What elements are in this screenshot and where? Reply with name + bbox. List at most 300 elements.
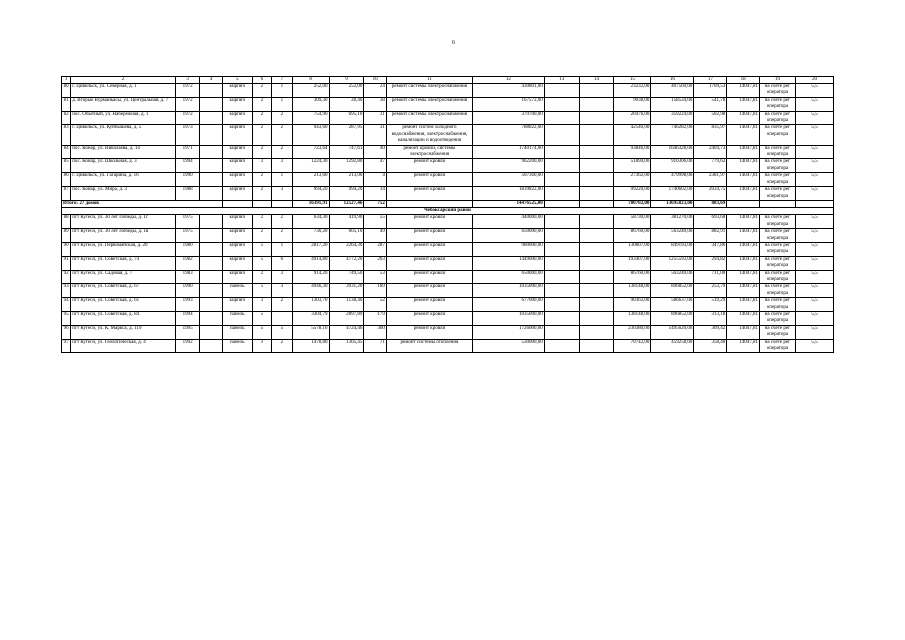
- address: г. Цивильск, ул. Северная, д. 1: [71, 84, 176, 98]
- work-type: ремонт кровли: [386, 242, 472, 256]
- funding-method: на счете рег оператора: [760, 298, 796, 312]
- year-built: 1988: [175, 187, 200, 201]
- row-number: 96: [62, 325, 71, 339]
- col20-value: 5,5: [795, 215, 833, 229]
- col16-value: 459258,00: [651, 339, 694, 353]
- living-area: 2264,30: [329, 242, 364, 256]
- floors: 2: [252, 145, 271, 159]
- col15-value: 193407,00: [614, 256, 651, 270]
- total-area: 634,30: [292, 215, 329, 229]
- work-type: ремонт кровли: [386, 325, 472, 339]
- col15-value: 20476,00: [614, 111, 651, 125]
- residents: 47: [364, 159, 387, 173]
- col20-value: 5,5: [795, 159, 833, 173]
- column-number: 14: [579, 77, 614, 84]
- col15-value: 42540,00: [614, 125, 651, 145]
- table-row: [62, 256, 834, 270]
- blank-col14: [579, 111, 614, 125]
- row-number: 92: [62, 270, 71, 284]
- wall-material: кирпич: [222, 97, 252, 111]
- blank-col13: [544, 159, 579, 173]
- living-area: 1305,45: [329, 339, 364, 353]
- col17-value: 294,82: [694, 256, 727, 270]
- total-cost: 788822,00: [473, 125, 545, 145]
- floors: 2: [252, 97, 271, 111]
- blank-col13: [544, 270, 579, 284]
- col17-value: 347,86: [694, 242, 727, 256]
- column-number: 6: [252, 77, 271, 84]
- work-type: ремонт системы электроснабжения: [386, 111, 472, 125]
- total-area: 914,20: [292, 270, 329, 284]
- entrances: 1: [272, 173, 293, 187]
- work-type: ремонт кровли: [386, 270, 472, 284]
- wall-material: кирпич: [222, 229, 252, 243]
- floors: 5: [252, 256, 271, 270]
- total-area-2: 12527,46: [329, 200, 364, 207]
- blank-col13: [544, 229, 579, 243]
- floors: 3: [252, 298, 271, 312]
- address: пгт Кугеси, ул. Советская, д. 74: [71, 256, 176, 270]
- total-area: 754,90: [292, 111, 329, 125]
- col17-value: 2381,97: [694, 173, 727, 187]
- year-built: 1995: [175, 325, 200, 339]
- row-number: 83: [62, 125, 71, 145]
- blank-col13: [544, 173, 579, 187]
- col20-value: 5,5: [795, 125, 833, 145]
- col18-value: 14047,81: [727, 242, 760, 256]
- total-cost: 430801,00: [473, 84, 545, 98]
- living-area: 419,90: [329, 215, 364, 229]
- blank-col4: [200, 325, 223, 339]
- wall-material: кирпич: [222, 270, 252, 284]
- blank-col14: [579, 339, 614, 353]
- col20-value: 5,5: [795, 298, 833, 312]
- col17-value: 693,68: [694, 215, 727, 229]
- funding-method: на счете рег оператора: [760, 312, 796, 326]
- wall-material: кирпич: [222, 111, 252, 125]
- table-row: [62, 270, 834, 284]
- col16-value: 407569,00: [651, 84, 694, 98]
- row-number: 88: [62, 215, 71, 229]
- address: пгт Кугеси, ул. 30 лет Победы, д. 1г: [71, 215, 176, 229]
- table-row: [62, 97, 834, 111]
- residents: 189: [364, 284, 387, 298]
- column-number: 9: [329, 77, 364, 84]
- col15-value: 138148,00: [614, 312, 651, 326]
- col18-value: 14047,81: [727, 256, 760, 270]
- year-built: 1980: [175, 242, 200, 256]
- entrances: 3: [272, 159, 293, 173]
- row-number: 95: [62, 312, 71, 326]
- total-cost: 379700,00: [473, 111, 545, 125]
- address: пгт Кугеси, ул. Советская, д. 67: [71, 284, 176, 298]
- residents: 40: [364, 145, 387, 159]
- col16-value: 1646328,00: [651, 145, 694, 159]
- residents: 34: [364, 187, 387, 201]
- col20-value: 5,5: [795, 111, 833, 125]
- entrances: 2: [272, 298, 293, 312]
- living-area: 2897,89: [329, 312, 364, 326]
- col20-value: 5,5: [795, 284, 833, 298]
- funding-method: на счете рег оператора: [760, 339, 796, 353]
- col16-value: 563240,00: [651, 229, 694, 243]
- living-area: 747,61: [329, 145, 364, 159]
- col18-value: 14047,81: [727, 298, 760, 312]
- col17-value: 2404,73: [694, 145, 727, 159]
- work-type: ремонт кровли: [386, 312, 472, 326]
- col15-value: 130807,00: [614, 242, 651, 256]
- col20-value: 5,5: [795, 97, 833, 111]
- col16-value: 563240,00: [651, 270, 694, 284]
- floors: 2: [252, 215, 271, 229]
- total-area: 736,20: [292, 229, 329, 243]
- work-type: ремонт кровли: [386, 256, 472, 270]
- blank-col14: [579, 242, 614, 256]
- entrances: 2: [272, 229, 293, 243]
- column-number: 13: [544, 77, 579, 84]
- col18-value: 14047,81: [727, 159, 760, 173]
- living-area: 1292,80: [329, 159, 364, 173]
- total-col15: 780702,00: [614, 200, 651, 207]
- total-cost: 14476525,00: [473, 200, 545, 207]
- col18-value: 14047,81: [727, 229, 760, 243]
- address: пгт Кугеси, ул. К. Маркса, д. 119: [71, 325, 176, 339]
- address: пос. Конар, ул. Мира, д. 3: [71, 187, 176, 201]
- blank-col14: [579, 229, 614, 243]
- blank-col14: [579, 325, 614, 339]
- col17-value: 779,62: [694, 159, 727, 173]
- address: пос. Конар, ул. Школьная, д. 3: [71, 159, 176, 173]
- living-area: 287,95: [329, 125, 364, 145]
- col18-value: 14047,81: [727, 325, 760, 339]
- address: пгт Кугеси, ул. Садовая, д. 7: [71, 270, 176, 284]
- work-type: ремонт кровли: [386, 229, 472, 243]
- col18-value: 14047,81: [727, 97, 760, 111]
- table-row: [62, 187, 834, 201]
- blank-col14: [579, 298, 614, 312]
- col15-value: 51894,00: [614, 159, 651, 173]
- col17-value: 1709,53: [694, 84, 727, 98]
- year-built: 1973: [175, 125, 200, 145]
- wall-material: кирпич: [222, 84, 252, 98]
- entrances: 2: [272, 111, 293, 125]
- total-cost: 1839822,00: [473, 187, 545, 201]
- funding-method: на счете рег оператора: [760, 256, 796, 270]
- col16-value: 746282,00: [651, 125, 694, 145]
- row-number: 80: [62, 84, 71, 98]
- work-type: ремонт кровли: [386, 215, 472, 229]
- col20-value: 5,5: [795, 145, 833, 159]
- blank-col14: [579, 159, 614, 173]
- blank-col13: [544, 298, 579, 312]
- table-row: [62, 242, 834, 256]
- column-number: 5: [222, 77, 252, 84]
- col20-value: 5,5: [795, 84, 833, 98]
- blank-col13: [544, 145, 579, 159]
- work-type: ремонт кровли: [386, 187, 472, 201]
- col17-value: 882,91: [694, 229, 727, 243]
- residents: 71: [364, 339, 387, 353]
- col17-value: 519,29: [694, 298, 727, 312]
- blank-col14: [579, 97, 614, 111]
- total-cost: 650000,00: [473, 229, 545, 243]
- residents: 287: [364, 242, 387, 256]
- work-type: ремонт кровли: [386, 284, 472, 298]
- funding-method: на счете рег оператора: [760, 111, 796, 125]
- blank-col4: [200, 242, 223, 256]
- district-name: Чебоксарский район: [62, 208, 834, 215]
- entrances: 2: [272, 339, 293, 353]
- living-area: 749,50: [329, 270, 364, 284]
- entrances: 1: [272, 84, 293, 98]
- address: пгт Кугеси, ул. Советская, д. 61: [71, 298, 176, 312]
- col17-value: 711,00: [694, 270, 727, 284]
- col20-value: 5,5: [795, 256, 833, 270]
- blank-col13: [544, 187, 579, 201]
- column-number: 19: [760, 77, 796, 84]
- entrances: 2: [272, 215, 293, 229]
- row-number: 89: [62, 229, 71, 243]
- entrances: 2: [272, 145, 293, 159]
- residents: 4: [364, 173, 387, 187]
- col18-value: 14047,81: [727, 111, 760, 125]
- entrances: 1: [272, 97, 293, 111]
- total-area: 994,20: [292, 187, 329, 201]
- blank-col13: [544, 242, 579, 256]
- residents: 203: [364, 256, 387, 270]
- blank-col4: [200, 111, 223, 125]
- group1-body: [62, 84, 834, 201]
- wall-material: панель: [222, 339, 252, 353]
- blank-col4: [200, 215, 223, 229]
- address: г. Цивильск, ул. Куйбышева, д. 5: [71, 125, 176, 145]
- table-row: [62, 125, 834, 145]
- year-built: 1972: [175, 84, 200, 98]
- col17-value: 313,18: [694, 312, 727, 326]
- work-type: ремонт кровли: [386, 298, 472, 312]
- address: пгт Кугеси, ул. 30 лет Победы, д. 1в: [71, 229, 176, 243]
- work-type: ремонт системы отопления: [386, 339, 472, 353]
- address: пгт Кугеси, ул. Геологическая, д. 4: [71, 339, 176, 353]
- entrances: 1: [272, 242, 293, 256]
- total-cost: 507360,00: [473, 173, 545, 187]
- wall-material: панель: [222, 325, 252, 339]
- living-area: 4724,46: [329, 325, 364, 339]
- blank-col13: [544, 111, 579, 125]
- blank-col4: [200, 84, 223, 98]
- residents: 53: [364, 270, 387, 284]
- living-area: 28,40: [329, 97, 364, 111]
- year-built: 1972: [175, 111, 200, 125]
- year-built: 1975: [175, 229, 200, 243]
- total-cost: 167572,00: [473, 97, 545, 111]
- blank-col14: [579, 145, 614, 159]
- year-built: 1993: [175, 298, 200, 312]
- work-type: ремонт кровли: [386, 159, 472, 173]
- total-cost: 962200,00: [473, 159, 545, 173]
- col18-value: 14047,81: [727, 312, 760, 326]
- col18-value: 14047,81: [727, 284, 760, 298]
- living-area: 605,10: [329, 229, 364, 243]
- year-built: 1982: [175, 256, 200, 270]
- total-area: 1224,30: [292, 159, 329, 173]
- funding-method: на счете рег оператора: [760, 125, 796, 145]
- column-number: 4: [200, 77, 223, 84]
- column-number: 7: [272, 77, 293, 84]
- floors: 2: [252, 125, 271, 145]
- blank-col13: [544, 256, 579, 270]
- blank-col4: [200, 159, 223, 173]
- col16-value: 359224,00: [651, 111, 694, 125]
- col16-value: 849193,00: [651, 242, 694, 256]
- row-number: 85: [62, 159, 71, 173]
- col18-value: 14047,81: [727, 173, 760, 187]
- blank-col14: [579, 173, 614, 187]
- column-number: 2: [71, 77, 176, 84]
- wall-material: кирпич: [222, 173, 252, 187]
- year-built: 1971: [175, 145, 200, 159]
- repair-program-table: [61, 76, 834, 353]
- col20-value: 5,5: [795, 229, 833, 243]
- table-row: [62, 312, 834, 326]
- table-row: [62, 229, 834, 243]
- total-cost: 1035000,00: [473, 284, 545, 298]
- blank-col4: [200, 145, 223, 159]
- row-number: 87: [62, 187, 71, 201]
- total-area: 252,00: [292, 84, 329, 98]
- total-area: 213,00: [292, 173, 329, 187]
- col15-value: 23232,00: [614, 84, 651, 98]
- col17-value: 309,42: [694, 325, 727, 339]
- table-row: [62, 145, 834, 159]
- living-area: 252,00: [329, 84, 364, 98]
- col16-value: 1740602,00: [651, 187, 694, 201]
- column-number: 20: [795, 77, 833, 84]
- funding-method: на счете рег оператора: [760, 229, 796, 243]
- wall-material: кирпич: [222, 242, 252, 256]
- total-cost: 440000,00: [473, 215, 545, 229]
- residents: 55: [364, 215, 387, 229]
- table-row: [62, 325, 834, 339]
- col20-value: 5,5: [795, 242, 833, 256]
- floors: 3: [252, 339, 271, 353]
- living-area: 4772,20: [329, 256, 364, 270]
- wall-material: панель: [222, 284, 252, 298]
- entrances: [272, 312, 293, 326]
- blank-col4: [200, 97, 223, 111]
- blank-col4: [200, 270, 223, 284]
- year-built: 1990: [175, 173, 200, 187]
- funding-method: на счете рег оператора: [760, 325, 796, 339]
- address: д. Вторые Вурманкасы, ул. Центральная, д. 7: [71, 97, 176, 111]
- address: пос. Опытный, ул. Набережная, д. 1: [71, 111, 176, 125]
- wall-material: кирпич: [222, 256, 252, 270]
- table-row: [62, 173, 834, 187]
- blank-col13: [544, 97, 579, 111]
- col18-value: 14047,81: [727, 125, 760, 145]
- wall-material: кирпич: [222, 159, 252, 173]
- col15-value: 70742,00: [614, 339, 651, 353]
- column-number: 10: [364, 77, 387, 84]
- floors: 5: [252, 242, 271, 256]
- wall-material: кирпич: [222, 298, 252, 312]
- col17-value: 502,98: [694, 111, 727, 125]
- total-cost: 1740174,00: [473, 145, 545, 159]
- blank-col14: [579, 215, 614, 229]
- column-number: 17: [694, 77, 727, 84]
- floors: 2: [252, 229, 271, 243]
- row-number: 97: [62, 339, 71, 353]
- residents: 52: [364, 298, 387, 312]
- entrances: 5: [272, 325, 293, 339]
- floors: 2: [252, 111, 271, 125]
- col18-value: 14047,81: [727, 215, 760, 229]
- total-area: 4914,80: [292, 256, 329, 270]
- row-number: 81: [62, 97, 71, 111]
- work-type: ремонт системы электроснабжения: [386, 97, 472, 111]
- total-area: 309,30: [292, 97, 329, 111]
- floors: 2: [252, 173, 271, 187]
- address: пос. Конар, ул. Николаева, д. 14: [71, 145, 176, 159]
- funding-method: на счете рег оператора: [760, 187, 796, 201]
- blank-col4: [200, 125, 223, 145]
- funding-method: на счете рег оператора: [760, 284, 796, 298]
- blank-col14: [579, 256, 614, 270]
- entrances: 2: [272, 125, 293, 145]
- total-area-1: 16391,91: [292, 200, 329, 207]
- floors: 2: [252, 84, 271, 98]
- column-number: 12: [473, 77, 545, 84]
- column-number: 3: [175, 77, 200, 84]
- blank-col4: [200, 298, 223, 312]
- col15-value: 27362,00: [614, 173, 651, 187]
- col16-value: 910306,00: [651, 159, 694, 173]
- column-number: 1: [62, 77, 71, 84]
- col16-value: 1495620,00: [651, 325, 694, 339]
- col18-value: 14047,81: [727, 84, 760, 98]
- total-row: [62, 200, 834, 207]
- blank-col14: [579, 187, 614, 201]
- total-area: 5578,16: [292, 325, 329, 339]
- residents: 31: [364, 125, 387, 145]
- row-number: 94: [62, 298, 71, 312]
- col20-value: 5,5: [795, 270, 833, 284]
- entrances: 3: [272, 284, 293, 298]
- residents: 31: [364, 111, 387, 125]
- blank-col13: [544, 84, 579, 98]
- entrances: 3: [272, 187, 293, 201]
- funding-method: на счете рег оператора: [760, 270, 796, 284]
- funding-method: на счете рег оператора: [760, 84, 796, 98]
- row-number: 84: [62, 145, 71, 159]
- row-number: 82: [62, 111, 71, 125]
- blank-col4: [200, 312, 223, 326]
- col15-value: 86760,00: [614, 229, 651, 243]
- table-row: [62, 215, 834, 229]
- col15-value: 86760,00: [614, 270, 651, 284]
- funding-method: на счете рег оператора: [760, 159, 796, 173]
- col18-value: 14047,81: [727, 339, 760, 353]
- living-area: 695,10: [329, 111, 364, 125]
- group2-body: [62, 215, 834, 353]
- work-type: ремонт системы электроснабжения: [386, 84, 472, 98]
- floors: 2: [252, 187, 271, 201]
- col16-value: 1255593,00: [651, 256, 694, 270]
- blank-col4: [200, 284, 223, 298]
- living-area: 213,00: [329, 173, 364, 187]
- total-label: Итого: 27 домов: [62, 200, 223, 207]
- col17-value: 2034,75: [694, 187, 727, 201]
